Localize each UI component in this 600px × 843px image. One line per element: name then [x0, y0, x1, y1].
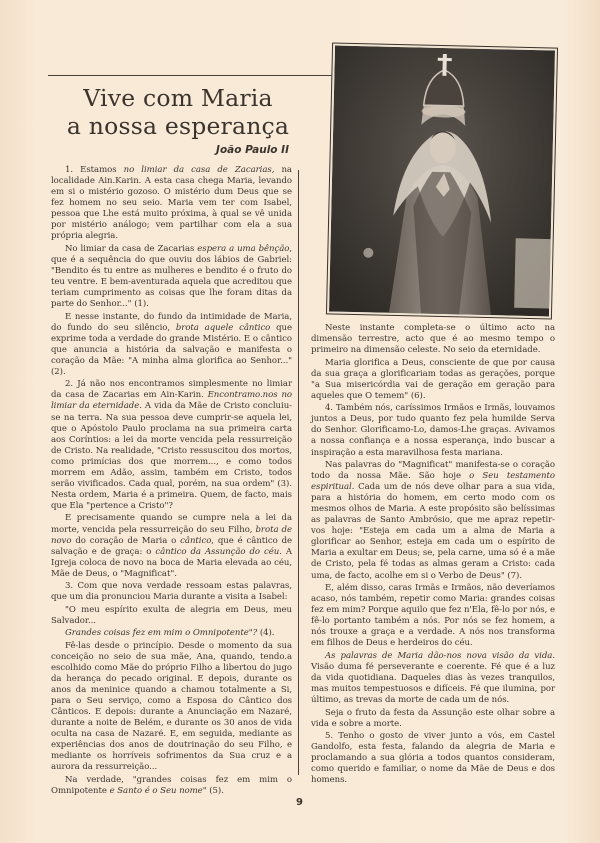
body-text: 1. Estamos [65, 165, 124, 175]
body-text: 3. Com que nova verdade ressoam estas palavras, que um dia pronunciou Maria durante a visita a Isabel: [51, 581, 292, 603]
emphasis-text: cântico da Assunção do céu [155, 546, 280, 557]
statue-photo [326, 42, 558, 319]
body-text: "O meu espírito exulta de alegria em Deus, meu Salvador... [51, 604, 292, 626]
emphasis-text: Encontramo.nos no limiar da eternidade [51, 390, 292, 412]
body-text: No limiar da casa de Zacarias [65, 243, 198, 254]
paragraph [51, 244, 292, 310]
body-text: . A vida da Mãe de Cristo concluiu-se na terra. Na sua pessoa deve cumprir-se aquela lei, que o Apóstolo Paulo proclama na sua primeira carta aos Coríntios: a lei da morte vencida pela ressurreição de Cristo. Na realidade, "Cristo ressuscitou dos mortos, como primícias dos que morrem..., e como todos morrem em Adão, assim, também em Cristo, todos serão vivificados. Cada qual, porém, na sua ordem" (3). Nesta ordem, Maria é a primeira. Quem, de facto, mais que Ela "pertence a Cristo"? [51, 401, 292, 511]
emphasis-text: brota de novo [51, 524, 292, 546]
emphasis-text: no limiar da casa de Zacarias, [123, 165, 275, 175]
body-text: 5. Tenho o gosto de viver junto a vós, em Castel Gandolfo, esta festa, falando da alegria de Maria e proclamando a sua glória a todos quantos consideram, como querido e familiar, o nome da Mãe de Deus e dos homens. [311, 731, 555, 786]
paragraph [51, 165, 292, 242]
paragraph [51, 628, 292, 639]
body-text: E nesse instante, do fundo da intimidade de Maria, do fundo do seu silêncio, [51, 311, 292, 333]
paragraph [311, 403, 555, 458]
emphasis-text: e Santo é o Seu nome" [109, 786, 207, 797]
paragraph [51, 513, 292, 579]
emphasis-text: brota aquele cântico [175, 322, 271, 333]
right-column [311, 323, 555, 786]
paragraph [311, 708, 555, 730]
paragraph [51, 312, 292, 378]
body-text: Fê-las desde o princípio. Desde o momento da sua conceição no seio de sua mãe, Ana, quando, tendo.a escolhido como Mãe do próprio Filho a libertou do jugo da herança do pecado original. E depois, durante os anos da meninice quando a chamou totalmente a Si, para o Seu serviço, como a Esposa do Cântico dos Cânticos. E depois: durante a Anunciação em Nazaré, durante a noite de Belém, e durante os 30 anos de vida oculta na casa de Nazaré. E, em seguida, mediante as experiências dos anos de doutrinação do seu Filho, e mediante os horríveis sofrimentos da Sua cruz e a aurora da ressurreição... [51, 640, 292, 773]
title-line-2: a nossa esperança [66, 112, 290, 140]
body-text: do coração de Maria o [71, 535, 181, 546]
emphasis-text: espera a uma bênção [197, 243, 290, 254]
body-text: Na verdade, "grandes coisas fez em mim o Omnipotente [51, 775, 292, 797]
paragraph [311, 358, 555, 402]
emphasis-text: Grandes coisas fez em mim o Omnipotente"? [65, 628, 258, 639]
body-text: 2. Já não nos encontramos simplesmente no limiar da casa de Zacarias em Ain-Karin. [51, 379, 292, 401]
body-text: . Cada um de nós deve olhar para a sua vida, para a história do homem, em certo modo com os mesmos olhos de Maria. A este propósito são belíssimas as palavras de Santo Ambrósio, que me apraz repetir-vos hoje: "Esteja em cada um a alma de Maria a glorificar ao Senhor, esteja em cada um o espírito de Maria a exultar em Deus; se, pela carne, uma só é a mãe de Cristo, pela fé todas as almas geram a Cristo: cada uma, de facto, acolhe em si o Verbo de Deus" (7). [311, 482, 555, 581]
title-line-1: Vive com Maria [83, 84, 273, 112]
paragraph [51, 581, 292, 603]
body-text: na localidade Ain.Karin. A esta casa chega Maria, levando em si o mistério gozoso. O mistério dum Deus que se fez homem no seu seio. Maria vem ter com Isabel, pessoa que Lhe está muito próxima, à qual se vê unida por mistério análogo; vem partilhar com ela a sua própria alegria. [51, 165, 292, 242]
body-text: . Visão duma fé perseverante e coerente. Fé que é a luz da vida quotidiana. Daqueles dias às vezes tranquilos, mas muitos tempestuosos e difíceis. Fé que ilumina, por último, as trevas da morte de cada um de nós. [311, 650, 555, 706]
paragraph [311, 731, 555, 786]
top-rule [48, 75, 338, 76]
article-author: João Paulo II [216, 144, 289, 156]
paragraph [51, 775, 292, 797]
emphasis-text: As palavras de Maria dão-nos nova visão da vida [325, 650, 553, 661]
emphasis-text: o Seu testamento espiritual [311, 471, 555, 493]
paragraph [51, 641, 292, 774]
body-text: que exprime toda a verdade do grande Mistério. E o cântico que anuncia a história da salvação e manifesta o coração da Mãe: "A minha alma glorifica ao Senhor..." (2). [51, 322, 292, 377]
body-text: E, além disso, caras Irmãs e Irmãos, não deveríamos acaso, nós também, repetir como Maria: grandes coisas fez em mim? Porque aquilo que fez n'Ela, fê-lo por nós, e fê-lo portanto também a nós. Por nós se fez homem, a nós trouxe a graça e a verdade. A nós nos transforma em filhos de Deus e herdeiros do céu. [311, 583, 555, 649]
paragraph [311, 583, 555, 649]
page-number: 9 [296, 797, 303, 808]
virgin-statue-image [329, 46, 555, 317]
paragraph [51, 605, 292, 627]
body-text: , que é a sequência do que ouviu dos lábios de Gabriel: "Bendito és tu entre as mulheres e bendito é o fruto do teu ventre. E bem-aventurada aquela que acreditou que teriam cumprimento as coisas que lhe foram ditas da parte do Senhor..." (1). [51, 243, 293, 310]
body-text: Maria glorifica a Deus, consciente de que por causa da sua graça a glorificariam todas as gerações, porque "a Sua misericórdia vai de geração em geração para aqueles que O temem" (6). [311, 357, 555, 401]
body-text: (5). [206, 786, 224, 797]
paragraph [311, 460, 555, 582]
left-column [51, 165, 292, 797]
body-text: 4. Também nós, caríssimos Irmãos e Irmãs, louvamos juntos a Deus, por tudo quanto fez pela humilde Serva do Senhor. Glorificamo-Lo, damos-Lhe graças. Avivamos a nossa confiança e a nossa esperança, indo buscar a inspiração a esta maravilhosa festa mariana. [311, 403, 555, 458]
paragraph [51, 379, 292, 512]
article-title [48, 84, 308, 140]
paragraph [311, 651, 555, 706]
column-divider [298, 170, 299, 775]
body-text: (4). [257, 628, 275, 639]
body-text: Nas palavras do "Magnificat" manifesta-se o coração todo da nossa Mãe. São hoje [311, 460, 555, 482]
emphasis-text: cântico [180, 535, 212, 546]
body-text: Neste instante completa-se o último acto na dimensão terrestre, acto que é ao mesmo tempo o primeiro na dimensão celeste. No seio da eternidade. [311, 323, 555, 356]
body-text: Seja o fruto da festa da Assunção este olhar sobre a vida e sobre a morte. [311, 707, 555, 729]
body-text: E precisamente quando se cumpre nela a lei da morte, vencida pela ressurreição do seu Filho, [51, 513, 292, 535]
paragraph [311, 323, 555, 356]
body-text: . A Igreja coloca de novo na boca de Maria elevada ao céu, Mãe de Deus, o "Magnificat". [51, 546, 292, 579]
body-text: , que é cântico de salvação e de graça: o [51, 535, 292, 557]
